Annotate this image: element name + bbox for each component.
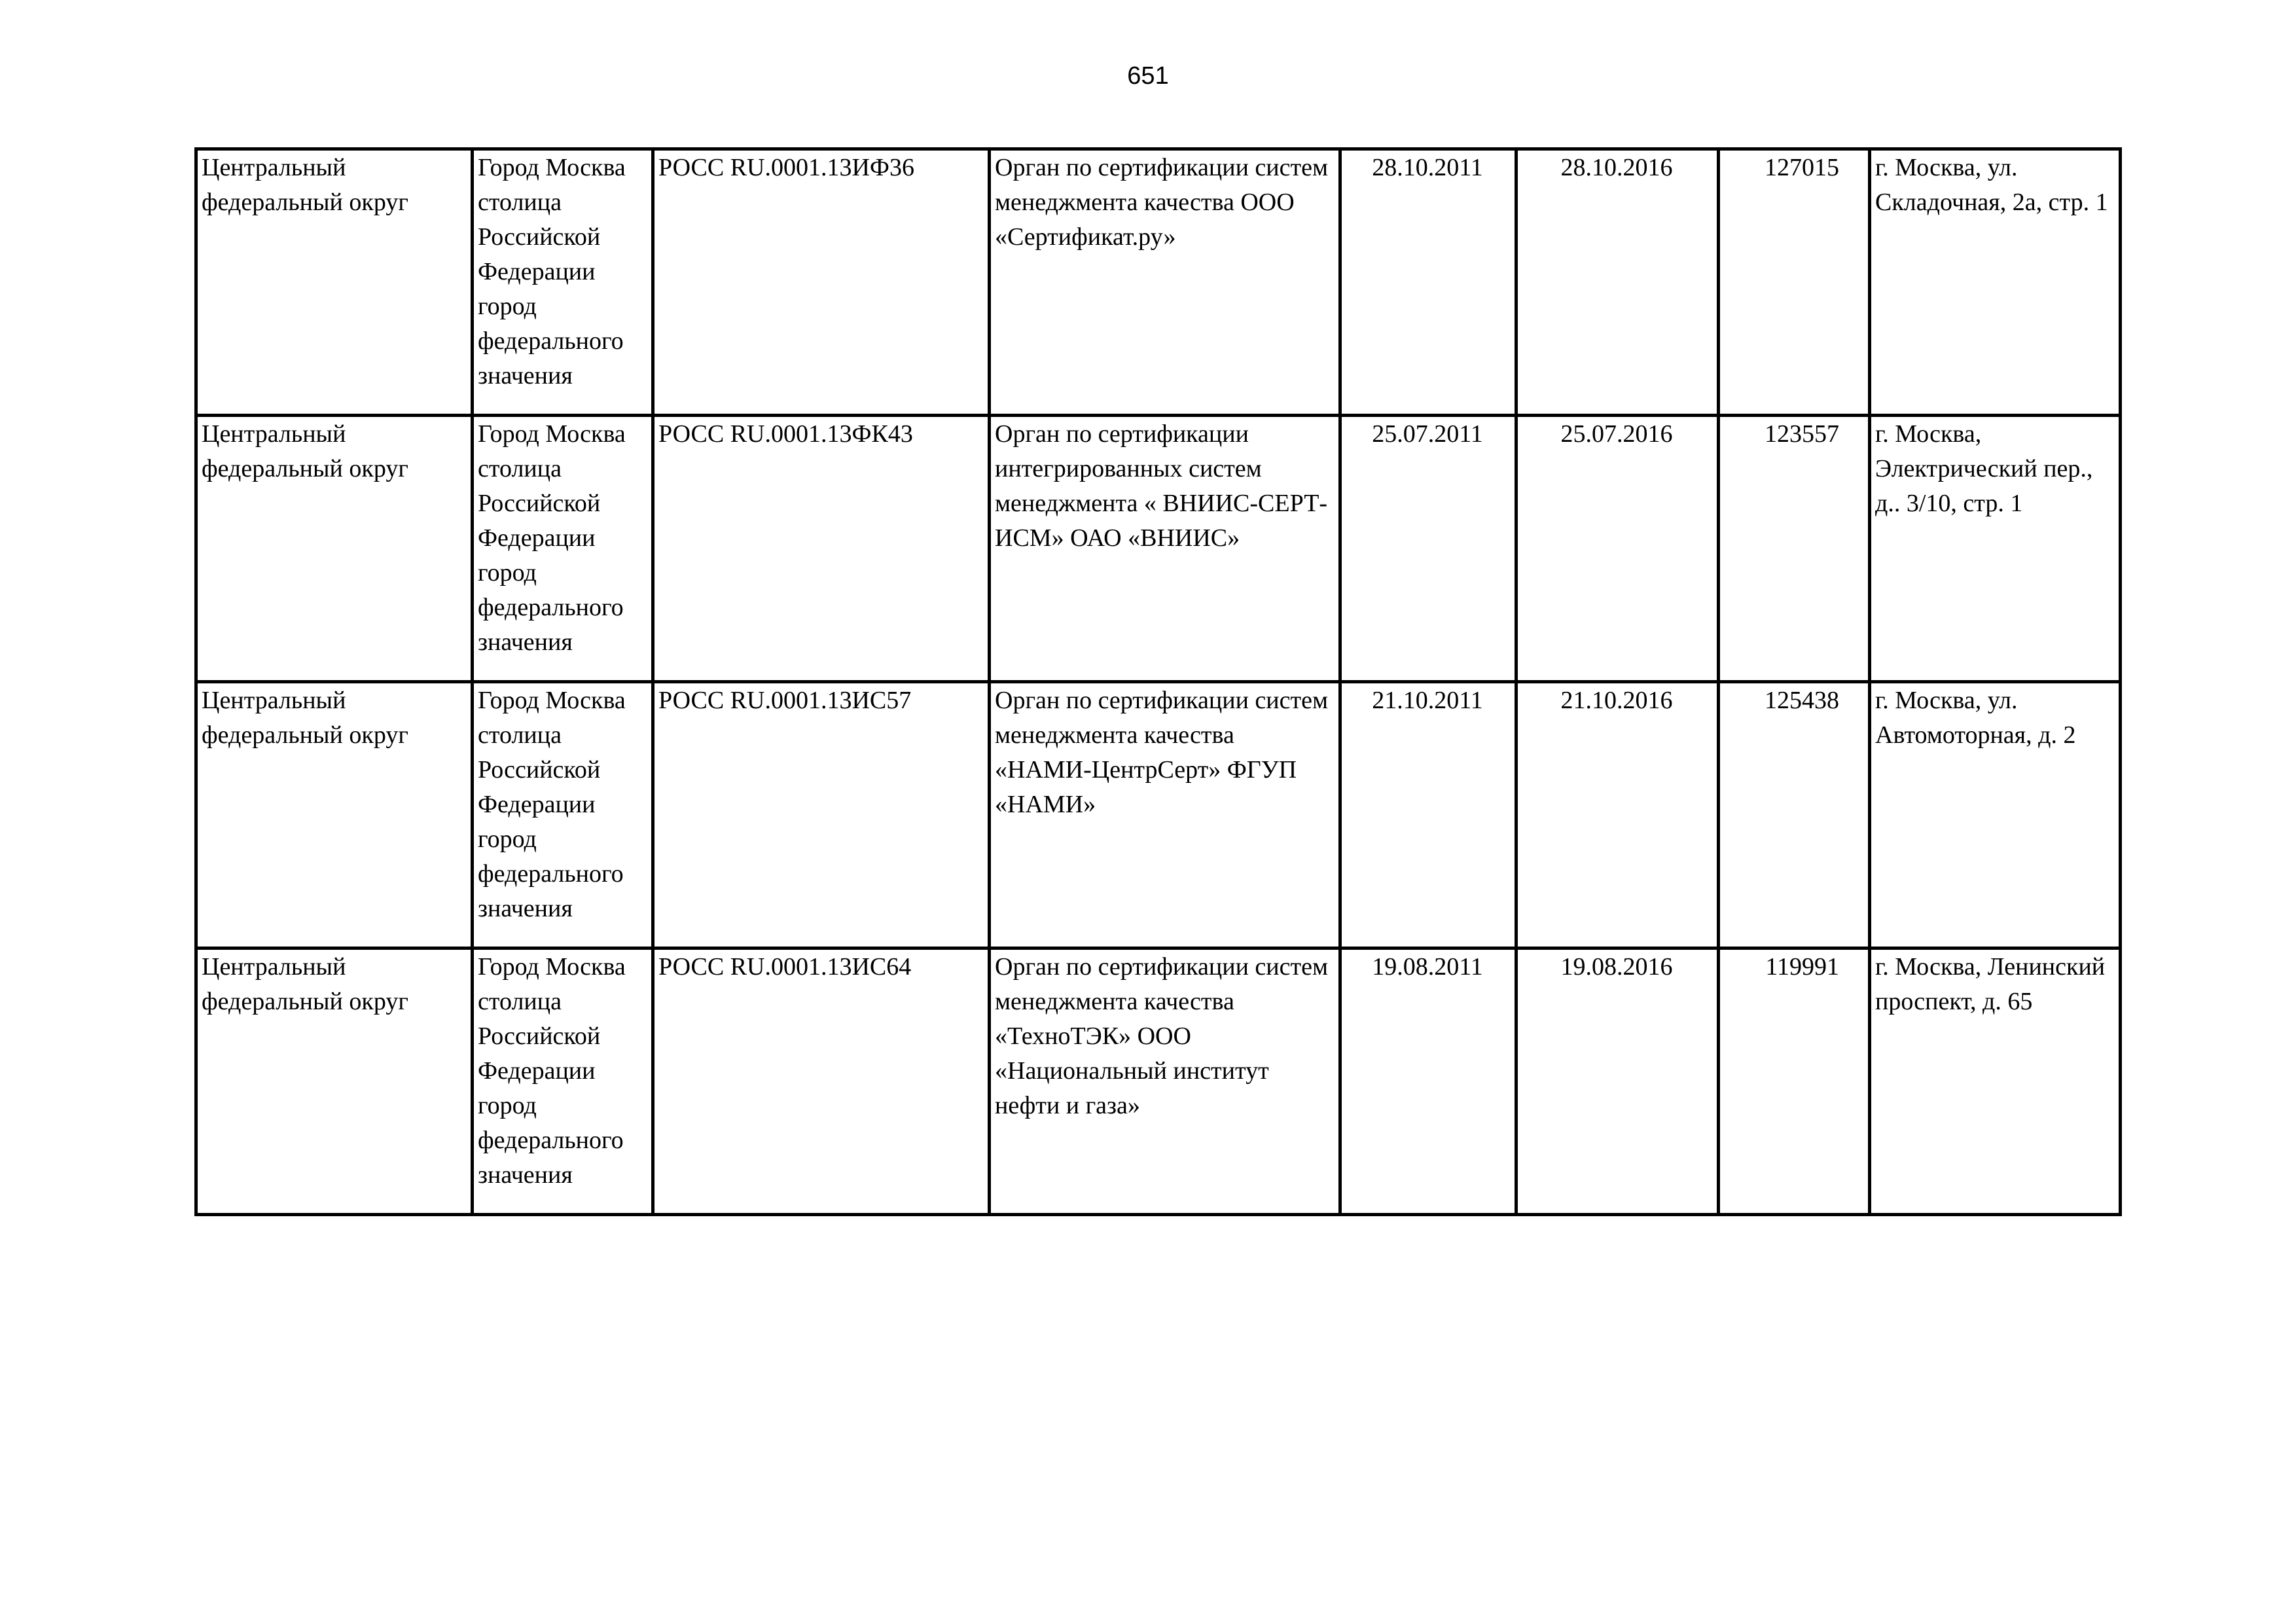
organization-cell: Орган по сертификации систем менеджмента качества «ТехноТЭК» ООО «Национальный институт нефти и газа» xyxy=(990,948,1340,1215)
date-issued-cell: 21.10.2011 xyxy=(1340,682,1516,948)
postal-code-cell: 127015 xyxy=(1719,149,1870,416)
address-cell: г. Москва, Электрический пер., д.. 3/10, стр. 1 xyxy=(1870,416,2121,682)
table-row xyxy=(196,149,2121,416)
postal-code-cell: 123557 xyxy=(1719,416,1870,682)
address-cell: г. Москва, ул. Автомоторная, д. 2 xyxy=(1870,682,2121,948)
postal-code-cell: 119991 xyxy=(1719,948,1870,1215)
certification-registry-table xyxy=(194,147,2122,1216)
region-cell: Город Москва столица Российской Федерации город федерального значения xyxy=(473,682,653,948)
page-number: 651 xyxy=(1127,62,1169,90)
date-expires-cell: 21.10.2016 xyxy=(1516,682,1719,948)
organization-cell: Орган по сертификации систем менеджмента качества ООО «Сертификат.ру» xyxy=(990,149,1340,416)
region-cell: Город Москва столица Российской Федерации город федерального значения xyxy=(473,416,653,682)
address-cell: г. Москва, ул. Складочная, 2а, стр. 1 xyxy=(1870,149,2121,416)
date-expires-cell: 19.08.2016 xyxy=(1516,948,1719,1215)
postal-code-cell: 125438 xyxy=(1719,682,1870,948)
district-cell: Центральный федеральный округ xyxy=(196,416,473,682)
registration-number-cell: РОСС RU.0001.13ИФ36 xyxy=(653,149,990,416)
region-cell: Город Москва столица Российской Федерации город федерального значения xyxy=(473,149,653,416)
organization-cell: Орган по сертификации систем менеджмента качества «НАМИ-ЦентрСерт» ФГУП «НАМИ» xyxy=(990,682,1340,948)
table-row xyxy=(196,416,2121,682)
organization-cell: Орган по сертификации интегрированных систем менеджмента « ВНИИС-СЕРТ-ИСМ» ОАО «ВНИИС» xyxy=(990,416,1340,682)
registration-number-cell: РОСС RU.0001.13ИС57 xyxy=(653,682,990,948)
date-expires-cell: 25.07.2016 xyxy=(1516,416,1719,682)
date-expires-cell: 28.10.2016 xyxy=(1516,149,1719,416)
table-row xyxy=(196,948,2121,1215)
table-row xyxy=(196,682,2121,948)
date-issued-cell: 25.07.2011 xyxy=(1340,416,1516,682)
district-cell: Центральный федеральный округ xyxy=(196,682,473,948)
district-cell: Центральный федеральный округ xyxy=(196,948,473,1215)
date-issued-cell: 28.10.2011 xyxy=(1340,149,1516,416)
date-issued-cell: 19.08.2011 xyxy=(1340,948,1516,1215)
registration-number-cell: РОСС RU.0001.13ИС64 xyxy=(653,948,990,1215)
registration-number-cell: РОСС RU.0001.13ФК43 xyxy=(653,416,990,682)
address-cell: г. Москва, Ленинский проспект, д. 65 xyxy=(1870,948,2121,1215)
district-cell: Центральный федеральный округ xyxy=(196,149,473,416)
region-cell: Город Москва столица Российской Федерации город федерального значения xyxy=(473,948,653,1215)
